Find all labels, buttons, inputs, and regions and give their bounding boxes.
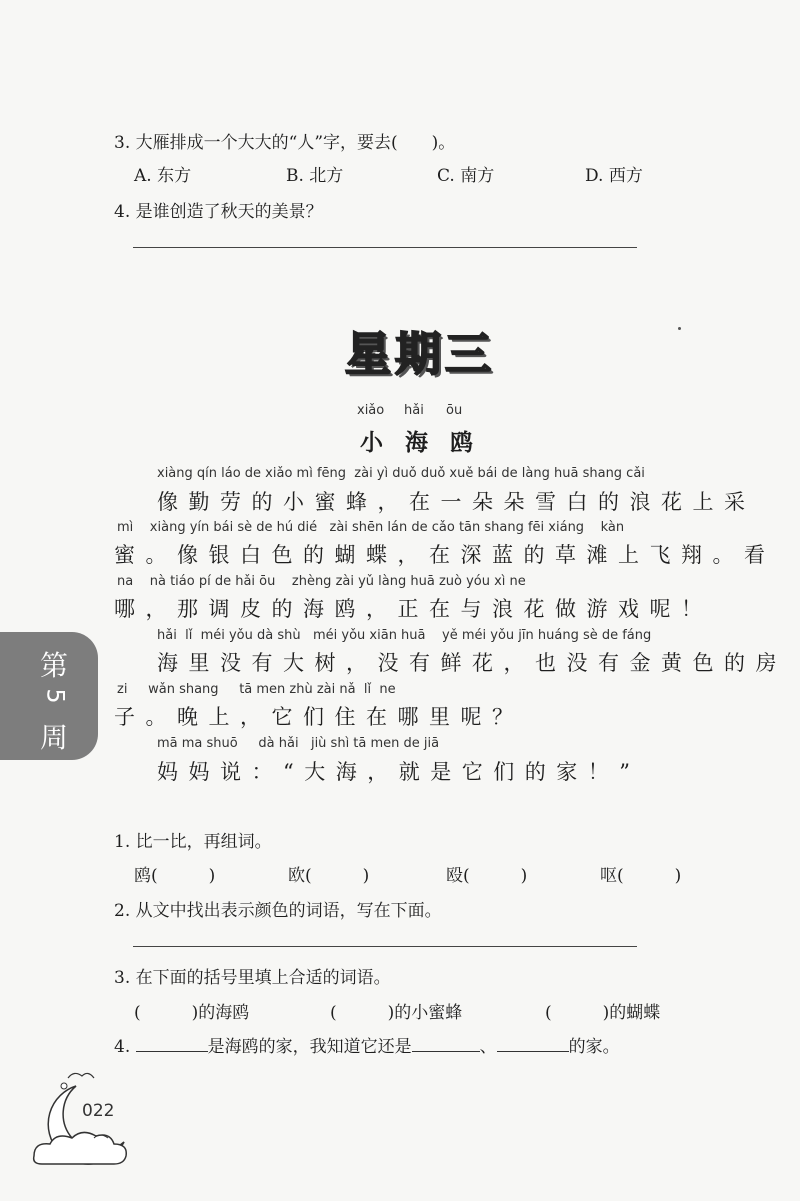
exercise-4-separator: 、 [479,1037,497,1057]
speck [678,327,681,330]
poem-line-1: 像勤劳的小蜜蜂，在一朵朵雪白的浪花上采 [157,490,756,514]
poem-line-5: 子。晚上，它们住在哪里呢？ [114,705,524,729]
compare-item-3[interactable]: 殴( ) [446,866,528,886]
exercise-2: 2. 从文中找出表示颜色的词语，写在下面。 [114,901,442,921]
blank-3[interactable] [497,1035,569,1052]
exercise-4-number: 4. [114,1037,131,1057]
poem-line-6: 妈妈说：“大海，就是它们的家！” [157,760,641,784]
exercise-3: 3. 在下面的括号里填上合适的词语。 [114,968,391,988]
compare-item-4[interactable]: 呕( ) [600,866,682,886]
exercise-4-end: 的家。 [568,1037,620,1057]
question-3: 3. 大雁排成一个大大的“人”字，要去( )。 [114,133,456,153]
pinyin-line-2: mì xiàng yín bái sè de hú dié zài shēn lán de cǎo tān shang fēi xiáng kàn [117,520,625,535]
pinyin-line-5: zi wǎn shang tā men zhù zài nǎ lǐ ne [117,682,396,697]
fill-item-2[interactable]: ( )的小蜜蜂 [330,1003,463,1023]
week-tab-zhou: 周 [40,721,69,754]
option-c: C. 南方 [437,166,495,186]
exercise-4 [114,1032,620,1057]
pinyin-line-4: hǎi lǐ méi yǒu dà shù méi yǒu xiān huā yě méi yǒu jīn huáng sè de fáng [157,628,652,643]
week-tab-number: 5 [41,688,70,704]
section-title: 星期三 [345,327,495,381]
pinyin-line-3: na nà tiáo pí de hǎi ōu zhèng zài yǔ làng huā zuò yóu xì ne [117,574,526,589]
pinyin-line-6: mā ma shuō dà hǎi jiù shì tā men de jiā [157,736,440,751]
compare-item-2[interactable]: 欧( ) [288,866,370,886]
poem-title: 小海鸥 [360,429,495,456]
option-b: B. 北方 [286,166,344,186]
poem-line-4: 海里没有大树，没有鲜花，也没有金黄色的房 [157,651,787,675]
option-d: D. 西方 [585,166,643,186]
fill-item-1[interactable]: ( )的海鸥 [134,1003,250,1023]
title-pinyin-1: xiǎo [357,403,385,418]
answer-line-2[interactable] [133,946,637,947]
week-tab [0,632,98,760]
page-number: 022 [82,1101,115,1121]
pinyin-line-1: xiàng qín láo de xiǎo mì fēng zài yì duǒ duǒ xuě bái de làng huā shang cǎi [157,466,645,481]
exercise-1: 1. 比一比，再组词。 [114,832,272,852]
title-pinyin-3: ōu [446,403,463,418]
exercise-4-middle: 是海鸥的家，我知道它还是 [207,1037,412,1057]
poem-line-2: 蜜。像银白色的蝴蝶，在深蓝的草滩上飞翔。看 [114,543,776,567]
fill-item-3[interactable]: ( )的蝴蝶 [545,1003,661,1023]
blank-1[interactable] [136,1035,208,1052]
option-a: A. 东方 [134,166,192,186]
week-tab-di: 第 [40,649,69,682]
answer-line-1[interactable] [133,247,637,248]
poem-line-3: 哪，那调皮的海鸥，正在与浪花做游戏呢！ [114,597,713,621]
compare-item-1[interactable]: 鸥( ) [134,866,216,886]
blank-2[interactable] [412,1035,480,1052]
title-pinyin-2: hǎi [404,403,424,418]
question-4: 4. 是谁创造了秋天的美景？ [114,202,323,222]
